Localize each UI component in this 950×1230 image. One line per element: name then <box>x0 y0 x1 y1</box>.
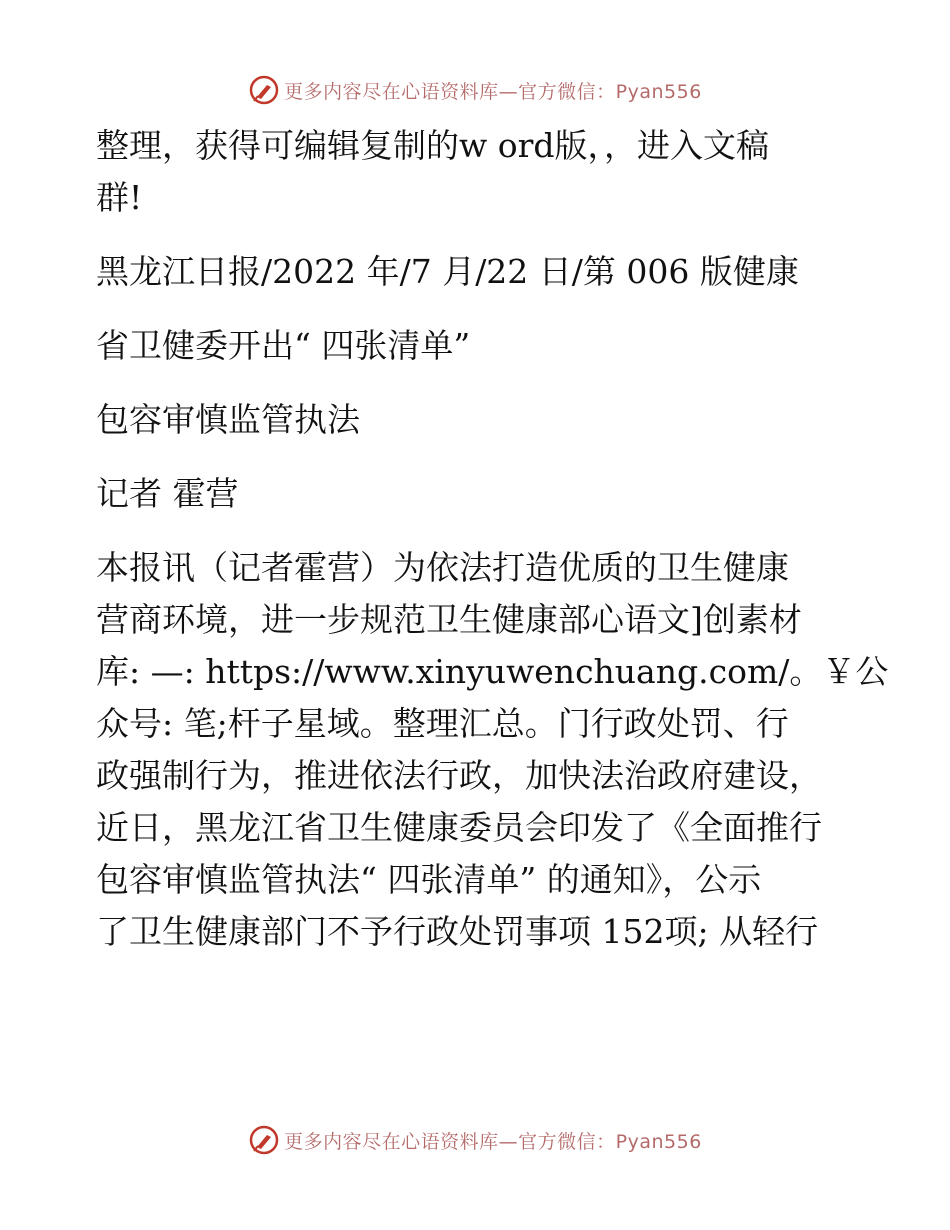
header-banner-text: 更多内容尽在心语资料库—官方微信：Pyan556 <box>284 80 702 103</box>
footer-banner-text: 更多内容尽在心语资料库—官方微信：Pyan556 <box>284 1130 702 1153</box>
article-line: 库: —: https://www.xinyuwenchuang.com/。￥公 <box>96 652 889 691</box>
article-line: 近日，黑龙江省卫生健康委员会印发了《全面推行 <box>96 808 822 847</box>
intro-line: 整理，获得可编辑复制的w ord版，，进入文稿 <box>96 126 770 165</box>
footer-banner <box>0 1120 950 1160</box>
headline-line-1: 省卫健委开出“ 四张清单” <box>96 326 471 365</box>
article-line: 包容审慎监管执法“ 四张清单” 的通知》，公示 <box>96 860 762 899</box>
article-line: 政强制行为，推进依法行政，加快法治政府建设， <box>96 756 822 795</box>
article-line: 了卫生健康部门不予行政处罚事项 152项; 从轻行 <box>96 912 819 951</box>
article-line: 营商环境，进一步规范卫生健康部心语文]创素材 <box>96 600 802 639</box>
source-line: 黑龙江日报/2022 年/7 月/22 日/第 006 版健康 <box>96 252 799 291</box>
pen-nib-logo-icon <box>248 1124 280 1156</box>
byline: 记者 霍营 <box>96 474 239 513</box>
header-banner <box>0 70 950 110</box>
headline-line-2: 包容审慎监管执法 <box>96 400 360 439</box>
pen-nib-logo-icon <box>248 74 280 106</box>
article-line: 本报讯（记者霍营）为依法打造优质的卫生健康 <box>96 548 789 587</box>
document-body <box>96 120 889 958</box>
article-line: 众号: 笔;杆子星域。整理汇总。门行政处罚、行 <box>96 704 789 743</box>
intro-line: 群! <box>96 178 143 217</box>
